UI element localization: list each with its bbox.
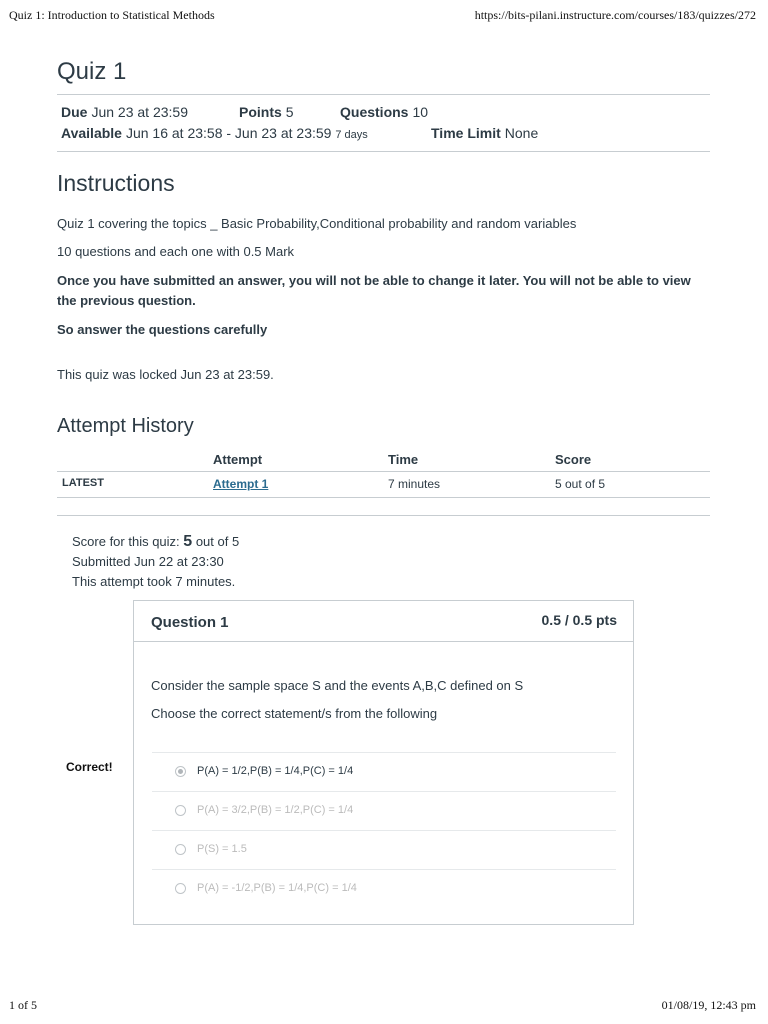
answer-option[interactable] bbox=[152, 869, 616, 908]
score-line bbox=[72, 532, 239, 552]
quiz-locked-notice: This quiz was locked Jun 23 at 23:59. bbox=[57, 367, 274, 382]
score-prefix: Score for this quiz: bbox=[72, 534, 180, 549]
col-header-time: Time bbox=[388, 452, 419, 467]
divider bbox=[57, 151, 710, 152]
radio-selected-icon[interactable] bbox=[175, 766, 186, 777]
score-suffix: out of 5 bbox=[195, 534, 240, 549]
instructions-careful: So answer the questions carefully bbox=[57, 322, 268, 337]
submitted-time: Submitted Jun 22 at 23:30 bbox=[72, 554, 224, 569]
questions-info bbox=[340, 104, 428, 120]
radio-icon[interactable] bbox=[175, 883, 186, 894]
print-datetime: 01/08/19, 12:43 pm bbox=[661, 998, 756, 1012]
print-page-url: https://bits-pilani.instructure.com/courses/183/quizzes/272 bbox=[474, 8, 756, 22]
answer-label: P(S) = 1.5 bbox=[197, 843, 247, 855]
attempt-latest-tag: LATEST bbox=[62, 477, 104, 489]
question-header bbox=[134, 601, 633, 642]
instructions-warning: Once you have submitted an answer, you will not be able to change it later. You will not be able to view the previous question. bbox=[57, 273, 691, 308]
divider bbox=[57, 515, 710, 516]
instructions-heading: Instructions bbox=[57, 170, 175, 196]
available-info bbox=[61, 125, 368, 141]
col-header-attempt: Attempt bbox=[213, 452, 263, 467]
attempt-duration: This attempt took 7 minutes. bbox=[72, 574, 236, 589]
score-summary bbox=[72, 532, 239, 592]
points-info bbox=[239, 104, 294, 120]
quiz-title: Quiz 1 bbox=[57, 58, 127, 85]
answer-label: P(A) = -1/2,P(B) = 1/4,P(C) = 1/4 bbox=[197, 882, 357, 894]
due-label: Due bbox=[61, 104, 88, 120]
print-page-number: 1 of 5 bbox=[9, 998, 37, 1012]
points-label: Points bbox=[239, 104, 282, 120]
answer-option[interactable] bbox=[152, 791, 616, 830]
answer-option[interactable] bbox=[152, 752, 616, 791]
instructions-topics: Quiz 1 covering the topics _ Basic Probability,Conditional probability and random variables bbox=[57, 216, 577, 231]
table-divider bbox=[57, 497, 710, 498]
available-value: Jun 16 at 23:58 - Jun 23 at 23:59 bbox=[125, 125, 332, 141]
question-card bbox=[133, 600, 634, 925]
points-value: 5 bbox=[285, 104, 294, 120]
available-days: 7 days bbox=[335, 129, 368, 141]
attempt-history-heading: Attempt History bbox=[57, 415, 194, 437]
question-prompt: Choose the correct statement/s from the following bbox=[151, 706, 438, 721]
time-limit-value: None bbox=[504, 125, 539, 141]
radio-icon[interactable] bbox=[175, 844, 186, 855]
answer-label: P(A) = 3/2,P(B) = 1/2,P(C) = 1/4 bbox=[197, 804, 354, 816]
available-label: Available bbox=[61, 125, 122, 141]
time-limit-label: Time Limit bbox=[431, 125, 501, 141]
question-name: Question 1 bbox=[151, 614, 229, 631]
answer-label: P(A) = 1/2,P(B) = 1/4,P(C) = 1/4 bbox=[197, 765, 354, 777]
correct-answer-tag: Correct! bbox=[66, 760, 113, 774]
time-limit-info bbox=[431, 125, 538, 141]
table-divider bbox=[57, 471, 710, 472]
question-points: 0.5 / 0.5 pts bbox=[541, 612, 617, 628]
divider bbox=[57, 94, 710, 95]
score-value: 5 bbox=[183, 533, 193, 550]
due-info bbox=[61, 104, 188, 120]
attempt-1-link[interactable]: Attempt 1 bbox=[213, 477, 269, 491]
attempt-score: 5 out of 5 bbox=[555, 477, 606, 491]
attempt-time: 7 minutes bbox=[388, 477, 441, 491]
questions-label: Questions bbox=[340, 104, 409, 120]
col-header-score: Score bbox=[555, 452, 592, 467]
questions-value: 10 bbox=[412, 104, 429, 120]
print-page-title: Quiz 1: Introduction to Statistical Methods bbox=[9, 8, 215, 22]
radio-icon[interactable] bbox=[175, 805, 186, 816]
answer-option[interactable] bbox=[152, 830, 616, 869]
instructions-marks: 10 questions and each one with 0.5 Mark bbox=[57, 244, 295, 259]
due-value: Jun 23 at 23:59 bbox=[91, 104, 188, 120]
question-text: Consider the sample space S and the events A,B,C defined on S bbox=[151, 678, 524, 693]
